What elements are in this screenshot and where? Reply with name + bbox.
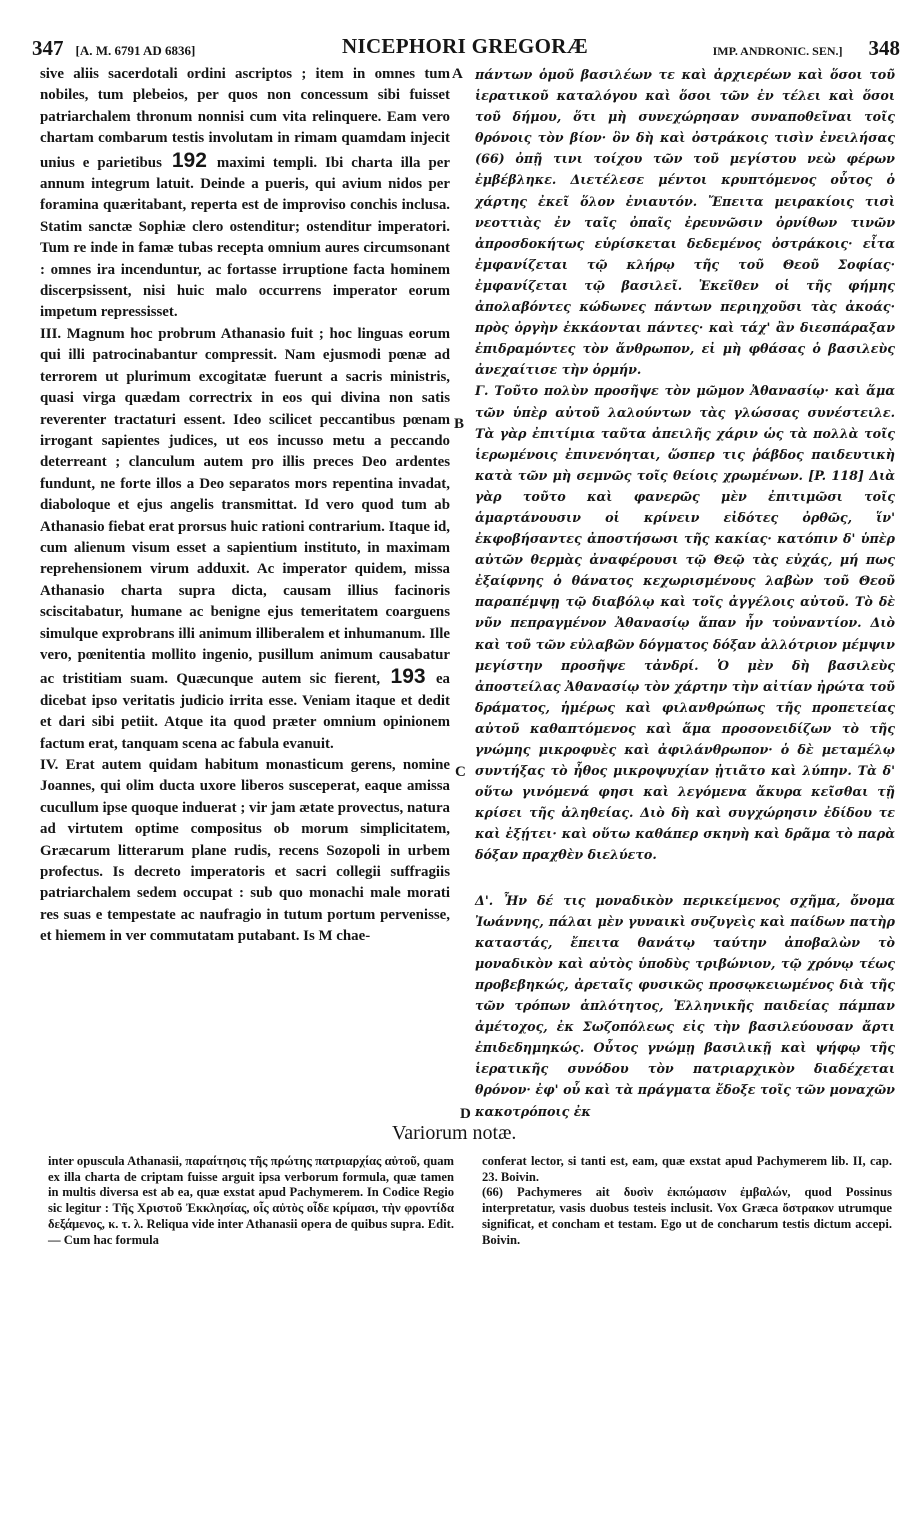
latin-paragraph [40,324,450,755]
header-right [713,36,900,61]
margin-letter-b: B [454,416,465,432]
margin-letter-a: A [452,66,463,82]
section-marker: 192 [171,148,207,172]
page-number-right: 348 [868,36,900,60]
latin-paragraph: IV. Erat autem quidam habitum monasticum gerens, nomine Joannes, qui olim ducta uxore liberos susceperat, eaque amissa cucullum ipse quoque induerat ; vir jam ætate provectus, natura ad virtutem optime compositus ob morum simplicitatem, Græcarum litterarum plane rudis, recens Sozopoli in urbem profectus. Is decreto imperatoris et sacri collegii suffragiis patriarchalem sedem occupat : sub quo monachi male morati res suas e tempestate ac naufragio in tutum portum pervenisse, et hiemem in ver commutatam putabant. Is M chae- [40,757,450,945]
greek-paragraph: Γ. Τοῦτο πολὺν προσῆψε τὸν μῶμον Ἀθανασίῳ· καὶ ἅμα τῶν ὑπὲρ αὐτοῦ λαλούντων τὰς γλώσσας συνέστειλε. Τὰ γὰρ ἐπιτίμια ταῦτα ἀπειλῆς χάριν ὡς τὰ πολλὰ τοῖς ἱερωμένοις ἐπινενόηται, ὥσπερ τις ῥάβδος παιδευτικὴ κατὰ τῶν μὴ σεμνῶς τοῖς θείοις χρωμένων. [P. 118] Διὰ γὰρ τοῦτο καὶ φανερῶς μὲν ἐπιτιμῶσι τοῖς ἁμαρτάνουσιν οἱ κρίνειν εἰδότες ὀρθῶς, ἵν' ἐκφοβήσαντες ἀποστήσωσι τῆς κακίας· κατόπιν δ' ὑπὲρ αὐτῶν θερμὰς ἀναφέρουσι τῷ Θεῷ τὰς εὐχάς, μή πως ἐξαίφνης ὁ θάνατος κεχωρισμένους λαβὼν τοῦ Θεοῦ παραπέμψῃ τῷ διαβόλῳ καὶ τοῖς ἀγγέλοις αὐτοῦ. Τὸ δὲ νῦν πεπραγμένον Ἀθανασίῳ ἅπαν ἦν τοὐναντίον. Διὸ καὶ τοῦ τῶν εὐλαβῶν δόγματος δόξαν ἀλλότριον μέμψιν μεγίστην προσῆψε τἀνδρί. Ὁ μὲν δὴ βασιλεὺς ἀποστείλας Ἀθανασίῳ τὸν χάρτην τὴν αἰτίαν ἠρώτα τοῦ δράματος, ἡμέρως καὶ φιλανθρώπως τῆς προπετείας αὐτοῦ καθαπτόμενος καὶ ἅμα προσονειδίζων τὸ τῆς γνώμης μικροφυὲς καὶ ἀφιλάνθρωπον· ὁ δὲ μεταμέλῳ συντήξας τὸ ἦθος μικροψυχίαν ᾐτιᾶτο καὶ λύπην. Τὰ δ' οὕτω γινόμενά φησι καὶ λεγόμενα ἄκυρα κεῖσθαι τῇ κρίσει τῆς ἀληθείας. Διὸ δὴ καὶ συγχώρησιν ἐδίδου τε καὶ ἐξῄτει· καὶ οὕτω καθάπερ σκηνὴ καὶ δρᾶμα τὸ παρὰ δόξαν πραχθὲν διελύετο. [475,383,895,863]
greek-paragraph: Δ'. Ἦν δέ τις μοναδικὸν περικείμενος σχῆμα, ὄνομα Ἰωάννης, πάλαι μὲν γυναικὶ συζυγεὶς καὶ παίδων πατὴρ καταστάς, ἔπειτα θανάτῳ ταύτην ἀποβαλὼν τὸ μοναδικὸν καὶ αὐτὸς ὑποδὺς τριβώνιον, τῷ χρόνῳ τέως προβεβηκώς, ἀρεταῖς φυσικῶς προσῳκειωμένος διὰ τῆς τῶν τρόπων ἁπλότητος, Ἑλληνικῆς παιδείας πάμπαν ἀμέτοχος, ἐκ Σωζοπόλεως εἰς τὴν βασιλεύουσαν ἄρτι ἐπιδεδημηκώς. Οὗτος γνώμῃ βασιλικῇ καὶ ψήφῳ τῆς ἱερατικῆς συνόδου τὸν πατριαρχικὸν διαδέχεται θρόνον· ἐφ' οὗ καὶ τὰ πράγματα ἔδοξε τοῖς τῶν μοναχῶν κακοτρόποις ἐκ [475,892,895,1119]
footnote-left: inter opuscula Athanasii, παραίτησις τῆς πρώτης πατριαρχίας αὐτοῦ, quam ex illa charta de criptam fuisse arguit ipsa verborum formula, quæ tamen in multis diversa est ab ea, quæ exstat apud Pachymerem. In Codice Regio sic legitur : Τῆς Χριστοῦ Ἐκκλησίας, οἷς αὐτὸς οἶδε κρίμασι, τὴν φροντίδα δεξάμενος, κ. τ. λ. Reliqua vide inter Athanasii opera de quibus supra. Edit. — Cum hac formula [48,1154,454,1247]
footnote-paragraph: (66) Pachymeres ait δυσὶν ἐκπώμασιν ἐμβαλών, quod Possinus interpretatur, vasis duobus testeis inclusit. Vox Græca ὄστρακον utrumque significat, et concham et testam. Ego ut de concharum testis dictum accepi. Boivin. [482,1185,892,1247]
latin-text: ea dicebat ipso veritatis judicio irrita esse. Veniam itaque et dedit et dari sibi petiit. Atque ita quod præter omnium opinionem factum erat, tanquam scena ac fabula evanuit. [40,671,450,752]
latin-text: maximi templi. Ibi charta illa per annum integrum latuit. Deinde a pueris, qui avium nidos per foramina quæritabant, reperta est de improviso conchis inclusa. Statim sanctæ Sophiæ clero ostenditur; ostenditur imperatori. Tum re inde in famæ tubas recepta omnium aures circumsonant : omnes ira incenduntur, ac fortasse irruptione facta hominem discerpsissent, nisi huic malo occurrens imperator eorum impetum repressisset. [40,154,450,321]
section-marker: 193 [390,665,426,689]
greek-paragraph: πάντων ὁμοῦ βασιλέων τε καὶ ἀρχιερέων καὶ ὅσοι τοῦ ἱερατικοῦ καταλόγου καὶ ὅσοι τῶν ἐν τέλει καὶ ὅσοι τοῦ δήμου, ὅτι μὴ συνεχώρησαν συναποθεῖναι τοῖς θρόνοις τὸν βίον· ὃν δὴ καὶ ὀστράκοις τισὶν ἐνειλήσας (66) ὀπῇ τινι τοίχου τῶν τοῦ μεγίστου νεὼ φέρων ἐμβέβληκε. Διετέλεσε μέντοι κρυπτόμενος οὗτος ὁ χάρτης ἐκεῖ ὅλον ἐνιαυτόν. Ἔπειτα μειρακίοις τισὶ νεοττιὰς ἐν ταῖς ὀπαῖς ἐρευνῶσιν ὀρνίθων τινῶν ἀπροσδοκήτως εὑρίσκεται δεδεμένος ὀστράκοις· εἶτα ἐμφανίζεται τῷ κλήρῳ τῆς τοῦ Θεοῦ Σοφίας· ἐμφανίζεται τῷ βασιλεῖ. Ἐκεῖθεν οἱ τῆς φήμης ἀπολαβόντες κώδωνες πάντων περιηχοῦσι τὰς ἀκοάς· πρὸς ὀργὴν ἐκκάονται πάντες· καὶ τάχ' ἂν διεσπάραξαν ἐπιδραμόντες τὸν ἄνθρωπον, εἰ μὴ φθάσας ὁ βασιλεὺς ἀνεχαίτισε τὴν ὁρμήν. [475,67,895,378]
header-year: [A. M. 6791 AD 6836] [75,43,196,58]
page-number-left: 347 [32,36,64,60]
header-section: IMP. ANDRONIC. SEN.] [712,44,843,58]
latin-paragraph [40,64,450,324]
notes-heading: Variorum notæ. [392,1122,517,1144]
footnote-right [482,1154,892,1248]
latin-column [40,64,450,948]
header-left [32,36,195,61]
latin-text: III. Magnum hoc probrum Athanasio fuit ; hoc linguas eorum qui illi patrocinabantur compressit. Nam ejusmodi pœnæ ad terrorem ut plurimum excogitatæ fuerunt a sacris ministris, quasi virga quædam correctrix in eos qui divina non satis reverenter tractaturi essent. Ideo scilicet peccantibus pœnam irrogant sapientes judices, ut eos incusso metu a peccando deterreant ; clanculum autem pro illis preces Deo ardentes fundunt, ne forte illos a Deo separatos mors repentina invadat, diaboloque et ejus angelis transmittat. Id vero quod tum ab Athanasio fiebat erat prorsus huic rationi contrarium. Itaque id, cum alienum visum esset a sapientium instituto, in maximam reprehensionem virum adduxit. Ac imperator quidem, missa Athanasio charta supra dicta, causam illius facinoris sciscitabatur, humane ac benigne ejus temeritatem coarguens simulque exprobrans illi animum illiberalem et inhumanum. Ille vero, pœnitentia mollito ingenio, pusillum animum causabatur ac tristitiam suam. Quæcunque autem sic fierent, [40,325,450,688]
margin-letter-d: D [460,1106,471,1122]
footnote-paragraph: conferat lector, si tanti est, eam, quæ exstat apud Pachymerem lib. II, cap. 23. Boivin. [482,1154,892,1184]
margin-letter-c: C [455,764,466,780]
greek-column [475,64,895,1122]
running-header [32,34,900,60]
header-title: NICEPHORI GREGORÆ [342,34,589,58]
latin-text: sive aliis sacerdotali ordini ascriptos ; item in omnes tum nobiles, tum plebeios, per quos non concessum sibi fuisset patriarchalem thronum nonnisi cum vita relinquere. Eam vero chartam combarum testis involutam in rimam quamdam injecit unius e parietibus [40,66,450,171]
